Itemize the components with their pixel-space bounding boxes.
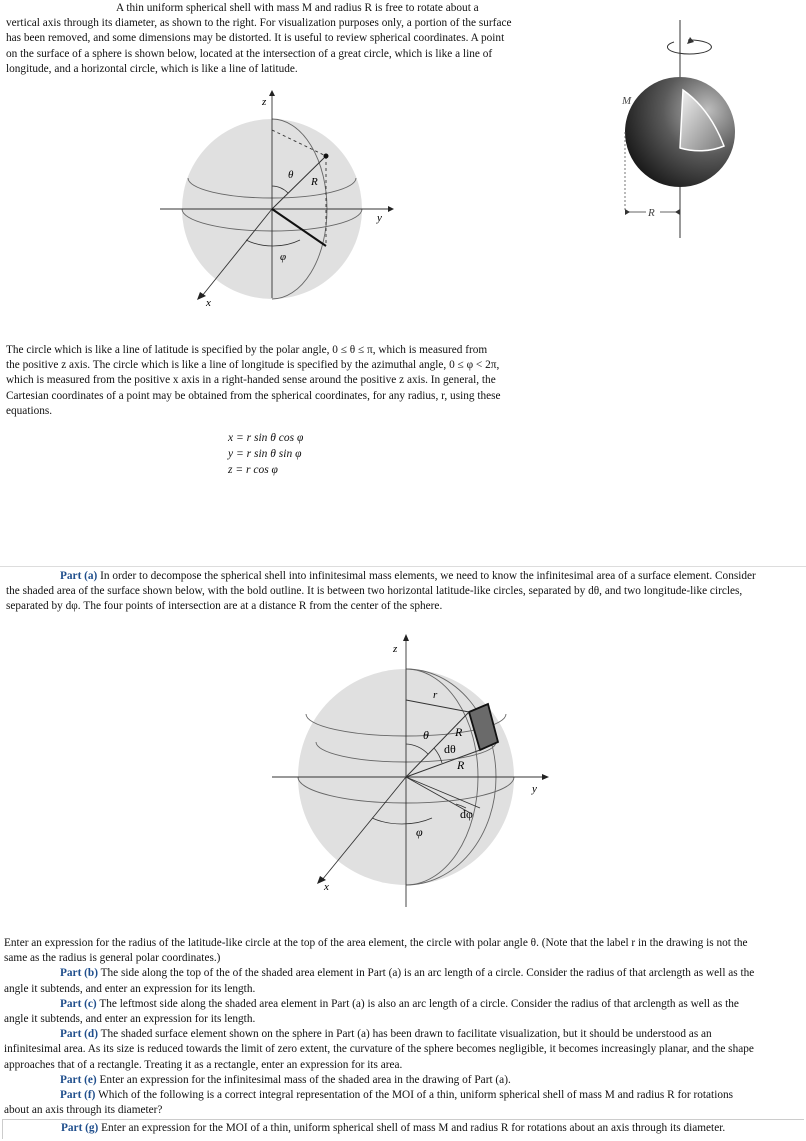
part-g-box[interactable] — [2, 1119, 804, 1139]
part-a-paragraph — [6, 569, 804, 615]
coords-line-4: Cartesian coordinates of a point may be obtained from the spherical coordinates, for any radius, r, using these — [6, 389, 501, 402]
part-d-text: The shaded surface element shown on the sphere in Part (a) has been drawn to facilitate visualization, but it should be understood as an — [100, 1028, 712, 1041]
part-e-row[interactable] — [4, 1073, 804, 1088]
part-g-row[interactable] — [3, 1120, 804, 1136]
intro-line-1: A thin uniform spherical shell with mass M and radius R is free to rotate about a — [116, 2, 479, 14]
fig1-r-label: R — [311, 176, 318, 188]
part-c-label[interactable]: Part (c) — [60, 997, 97, 1010]
part-a-line-2: the shaded area of the surface shown below, with the bold outline. It is between two horizontal latitude-like circles, separated by dθ, and two longitude-like circles, — [6, 585, 743, 598]
fig1-phi-label: φ — [280, 251, 287, 263]
part-f-line-2: about an axis through its diameter? — [4, 1104, 163, 1117]
part-b-text: The side along the top of the of the shaded area element in Part (a) is an arc length of a circle. Consider the radius of that arclength as well as the — [100, 967, 755, 980]
intro-line-2: vertical axis through its diameter, as shown to the right. For visualization purposes only, a portion of the surface — [6, 17, 512, 30]
part-f-row[interactable] — [4, 1088, 804, 1103]
intro-line-3: has been removed, and some dimensions may be distorted. It is useful to review spherical coordinates. A point — [6, 32, 505, 45]
part-a-line-3: separated by dφ. The four points of intersection are at a distance R from the center of the sphere. — [6, 600, 443, 613]
part-d-label[interactable]: Part (d) — [60, 1028, 98, 1041]
z-axis-arrow — [269, 90, 275, 96]
fig1-z-label: z — [262, 96, 267, 108]
fig2-theta-label: θ — [423, 728, 429, 742]
fig2-z-label: z — [393, 643, 398, 655]
part-f-text: Which of the following is a correct integral representation of the MOI of a thin, uniform spherical shell of mass M and radius R for rotations — [98, 1089, 734, 1102]
equation-z: z = r cos φ — [228, 464, 278, 476]
questions-block — [4, 936, 804, 1118]
part-c-text: The leftmost side along the shaded area element in Part (a) is also an arc length of a circle. Consider the radius of that arclength as well as the — [99, 997, 739, 1010]
question-a-line-2: same as the radius is general polar coordinates.) — [4, 952, 221, 965]
area-element-figure — [266, 632, 556, 914]
coords-line-2: the positive z axis. The circle which is like a line of longitude is specified by the azimuthal angle, 0 ≤ φ < 2π, — [6, 359, 500, 372]
fig2-y-label: y — [532, 783, 537, 795]
intro-paragraph — [6, 1, 566, 77]
part-a-label: Part (a) — [60, 570, 98, 582]
part-b-label[interactable]: Part (b) — [60, 967, 98, 980]
fig2-phi-label: φ — [416, 825, 423, 839]
coords-line-1: The circle which is like a line of latitude is specified by the polar angle, 0 ≤ θ ≤ π, which is measured from — [6, 344, 488, 356]
part-g-label[interactable]: Part (g) — [61, 1122, 99, 1134]
coords-line-5: equations. — [6, 404, 53, 417]
fig2-r2-label: R — [457, 758, 465, 772]
shell-r-label: R — [648, 207, 655, 219]
equations-block — [228, 430, 303, 478]
spherical-shell-figure — [610, 16, 760, 242]
question-a-line-1: Enter an expression for the radius of the latitude-like circle at the top of the area element, the circle with polar angle θ. (Note that the label r in the drawing is not the — [4, 937, 748, 949]
part-e-text: Enter an expression for the infinitesimal mass of the shaded area in the drawing of Part (a). — [99, 1073, 511, 1086]
intro-line-5: longitude, and a horizontal circle, which is like a line of latitude. — [6, 62, 298, 75]
part-b-row[interactable] — [4, 966, 804, 981]
fig2-r1-label: R — [455, 725, 463, 739]
part-g-text: Enter an expression for the MOI of a thin, uniform spherical shell of mass M and radius R for rotations about an axis through its diameter. — [101, 1122, 726, 1134]
y-axis-arrow — [388, 206, 394, 212]
y2-axis-arrow — [542, 774, 549, 780]
part-a-text-1: In order to decompose the spherical shell into infinitesimal mass elements, we need to know the infinitesimal area of a surface element. Consider — [100, 570, 756, 582]
spherical-coordinates-figure — [150, 88, 400, 310]
part-b-line-2: angle it subtends, and enter an expression for its length. — [4, 982, 256, 995]
fig2-x-label: x — [324, 881, 329, 893]
fig2-dtheta-label: dθ — [444, 742, 456, 756]
part-a-separator — [0, 566, 806, 567]
part-a-line-1 — [6, 569, 804, 584]
part-c-row[interactable] — [4, 997, 804, 1012]
equation-y: y = r sin θ sin φ — [228, 448, 302, 460]
fig1-x-label: x — [206, 297, 211, 309]
z2-axis-arrow — [403, 634, 409, 641]
coords-line-3: which is measured from the positive x axis in a right-handed sense around the positive z axis. In general, the — [6, 374, 496, 387]
part-d-row[interactable] — [4, 1027, 804, 1042]
part-d-line-3: approaches that of a rectangle. Treating it as a rectangle, enter an expression for its area. — [4, 1058, 403, 1071]
shell-m-label: M — [622, 95, 632, 107]
radius-arrow-right — [675, 209, 680, 215]
part-f-label[interactable]: Part (f) — [60, 1089, 96, 1102]
part-e-label[interactable]: Part (e) — [60, 1073, 97, 1086]
surface-point — [324, 154, 329, 159]
fig2-dphi-label: dφ — [460, 807, 473, 821]
radius-arrow-left — [625, 209, 630, 215]
intro-line-4: on the surface of a sphere is shown below, located at the intersection of a great circle, which is like a line of — [6, 47, 493, 60]
part-c-line-2: angle it subtends, and enter an expression for its length. — [4, 1013, 256, 1026]
equation-x: x = r sin θ cos φ — [228, 432, 304, 444]
fig1-theta-label: θ — [288, 169, 294, 181]
coordinates-paragraph — [6, 343, 566, 419]
fig1-y-label: y — [377, 212, 382, 224]
part-d-line-2: infinitesimal area. As its size is reduced towards the limit of zero extent, the curvature of the sphere becomes negligible, it becomes increasingly planar, and the shape — [4, 1043, 754, 1056]
fig2-r-label: r — [433, 689, 438, 701]
